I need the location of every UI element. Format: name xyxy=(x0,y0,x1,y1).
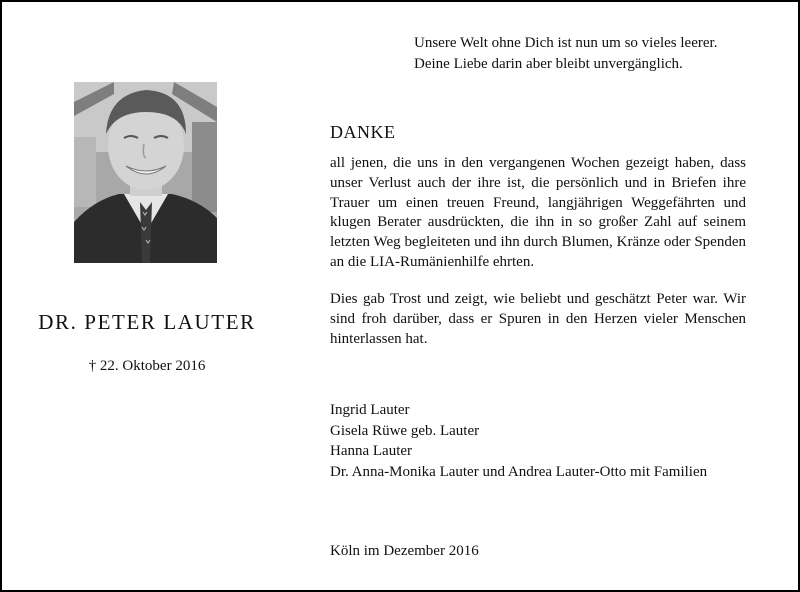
memorial-quote xyxy=(414,33,754,75)
signatures xyxy=(330,400,707,482)
quote-line-2: Deine Liebe darin aber bleibt unvergänglich. xyxy=(414,56,683,72)
portrait-photo xyxy=(74,82,217,263)
signature-line: Ingrid Lauter xyxy=(330,402,410,418)
thanks-paragraph-2: Dies gab Trost und zeigt, wie beliebt und geschätzt Peter war. Wir sind froh darüber, dass er Spuren in den Herzen vieler Menschen hinterlassen hat. xyxy=(330,291,746,347)
thanks-heading: DANKE xyxy=(330,122,396,142)
date-of-death: † 22. Oktober 2016 xyxy=(88,358,206,374)
quote-line-1: Unsere Welt ohne Dich ist nun um so vieles leerer. xyxy=(414,35,718,51)
signature-line: Hanna Lauter xyxy=(330,443,413,459)
signature-line: Gisela Rüwe geb. Lauter xyxy=(330,422,480,439)
signature-line: Dr. Anna-Monika Lauter und Andrea Lauter-Otto mit Familien xyxy=(330,463,708,480)
thanks-paragraph-1: all jenen, die uns in den vergangenen Wochen gezeigt haben, dass unser Verlust auch der ihre ist, die persönlich und in Briefen ihre Trauer um einen treuen Freund, langjährigen Weggefährten und klugen Berater ausdrückten, die ihn in so großer Zahl auf seinem letzten Weg begleiteten und ihn durch Blumen, Kränze oder Spenden an die LIA-Rumänienhilfe ehrten. xyxy=(330,155,746,270)
place-and-date: Köln im Dezember 2016 xyxy=(330,543,479,559)
deceased-name: DR. PETER LAUTER xyxy=(38,310,256,334)
